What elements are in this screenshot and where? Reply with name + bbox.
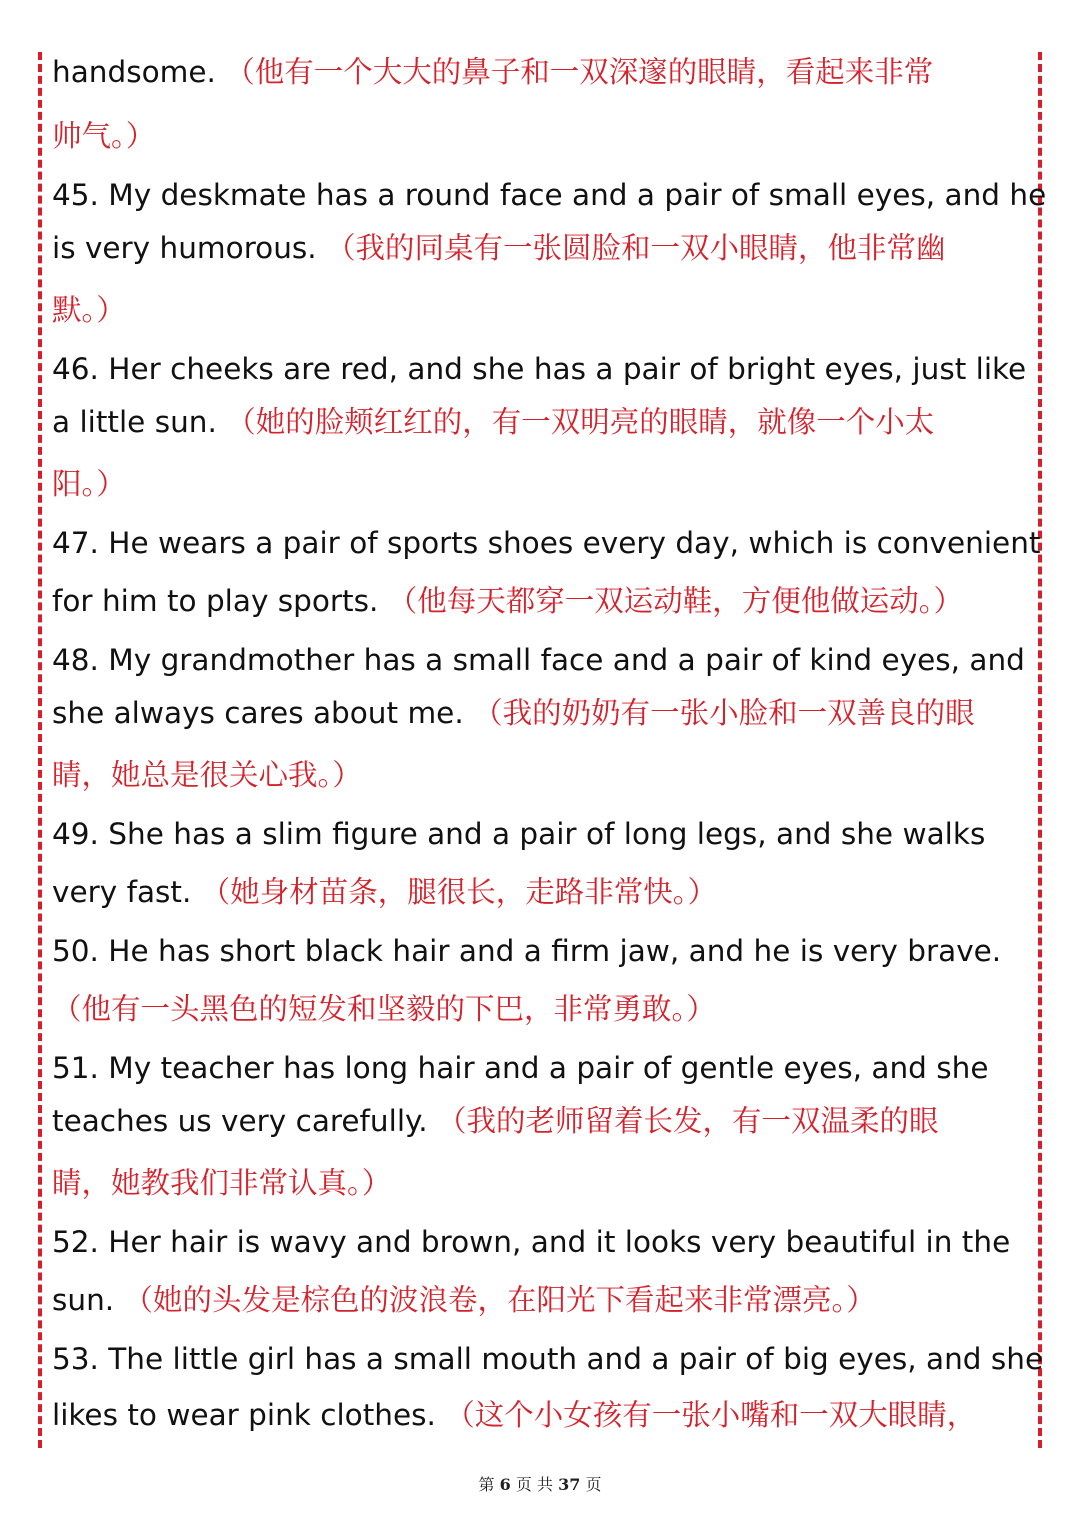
- english-text: handsome.: [52, 55, 226, 89]
- english-text: 53. The little girl has a small mouth and a pair of big eyes, and she: [52, 1342, 1044, 1376]
- entry-line: [52, 1384, 1032, 1447]
- document-body: [52, 42, 1047, 1447]
- english-text: is very humorous.: [52, 231, 327, 265]
- chinese-translation: 阳。）: [52, 467, 126, 501]
- footer-prefix: 第: [478, 1475, 495, 1494]
- entry-48: [52, 635, 1032, 809]
- entry-line: [52, 103, 1032, 170]
- page-footer: [0, 1472, 1080, 1495]
- chinese-translation: 默。）: [52, 293, 126, 327]
- entry-line: [52, 1043, 1032, 1093]
- chinese-translation: （他有一头黑色的短发和坚毅的下巴，非常勇敢。）: [52, 992, 716, 1026]
- entry-line: [52, 635, 1032, 685]
- chinese-translation: （我的同桌有一张圆脸和一双小眼睛，他非常幽: [326, 231, 946, 265]
- chinese-translation: （他有一个大大的鼻子和一双深邃的眼睛，看起来非常: [225, 55, 934, 89]
- entry-49: [52, 809, 1032, 926]
- english-text: 46. Her cheeks are red, and she has a pair of bright eyes, just like: [52, 352, 1027, 386]
- footer-suffix: 页: [585, 1475, 602, 1494]
- entry-line: [52, 1150, 1032, 1217]
- english-text: teaches us very carefully.: [52, 1104, 438, 1138]
- entry-line: [52, 1334, 1044, 1384]
- english-text: 52. Her hair is wavy and brown, and it looks very beautiful in the: [52, 1225, 1011, 1259]
- chinese-translation: 帅气。）: [52, 119, 156, 153]
- english-text: a little sun.: [52, 405, 227, 439]
- entry-line: [52, 1217, 1032, 1267]
- entry-52: [52, 1217, 1032, 1334]
- chinese-translation: （她身材苗条，腿很长，走路非常快。）: [200, 875, 717, 909]
- entry-line: [52, 809, 1032, 859]
- english-text: 48. My grandmother has a small face and a pair of kind eyes, and: [52, 643, 1025, 677]
- current-page-number: 6: [499, 1475, 511, 1494]
- chinese-translation: （她的头发是棕色的波浪卷，在阳光下看起来非常漂亮。）: [123, 1283, 876, 1317]
- entry-line: [52, 1267, 1032, 1334]
- chinese-translation: （她的脸颊红红的，有一双明亮的眼睛，就像一个小太: [226, 405, 935, 439]
- entry-line: [52, 976, 1032, 1043]
- english-text: very fast.: [52, 875, 201, 909]
- chinese-translation: （我的老师留着长发，有一双温柔的眼: [437, 1104, 939, 1138]
- entry-line: [52, 1093, 1032, 1150]
- english-text: 45. My deskmate has a round face and a pair of small eyes, and he: [52, 178, 1047, 212]
- entry-line: [52, 859, 1032, 926]
- english-text: she always cares about me.: [52, 696, 474, 730]
- chinese-translation: 睛，她教我们非常认真。）: [52, 1166, 392, 1200]
- footer-middle: 页 共: [515, 1475, 553, 1494]
- entry-line: [52, 42, 1032, 103]
- chinese-translation: （这个小女孩有一张小嘴和一双大眼睛，: [445, 1398, 977, 1432]
- entry-line: [52, 277, 1032, 344]
- english-text: 51. My teacher has long hair and a pair of gentle eyes, and she: [52, 1051, 989, 1085]
- entry-line: [52, 685, 1032, 742]
- entry-line: [52, 742, 1032, 809]
- english-text: for him to play sports.: [52, 584, 388, 618]
- entry-51: [52, 1043, 1032, 1217]
- english-text: 49. She has a slim figure and a pair of long legs, and she walks: [52, 817, 986, 851]
- entry-line: [52, 170, 1047, 220]
- entry-46: [52, 344, 1032, 518]
- total-page-count: 37: [558, 1475, 581, 1494]
- entry-50: [52, 926, 1032, 1043]
- entry-line: [52, 451, 1032, 518]
- entry-line: [52, 344, 1032, 394]
- english-text: 50. He has short black hair and a firm jaw, and he is very brave.: [52, 934, 1002, 968]
- entry-line: [52, 394, 1032, 451]
- entry-line: [52, 926, 1032, 976]
- chinese-translation: （我的奶奶有一张小脸和一双善良的眼: [473, 696, 975, 730]
- english-text: 47. He wears a pair of sports shoes every day, which is convenient: [52, 526, 1041, 560]
- entry-47: [52, 518, 1041, 635]
- english-text: sun.: [52, 1283, 124, 1317]
- entry-45: [52, 170, 1047, 344]
- entry-line: [52, 568, 1032, 635]
- chinese-translation: （他每天都穿一双运动鞋，方便他做运动。）: [387, 584, 964, 618]
- entry-44: [52, 42, 1032, 170]
- english-text: likes to wear pink clothes.: [52, 1398, 446, 1432]
- entry-line: [52, 518, 1041, 568]
- entry-53: [52, 1334, 1044, 1447]
- entry-line: [52, 220, 1032, 277]
- chinese-translation: 睛，她总是很关心我。）: [52, 758, 362, 792]
